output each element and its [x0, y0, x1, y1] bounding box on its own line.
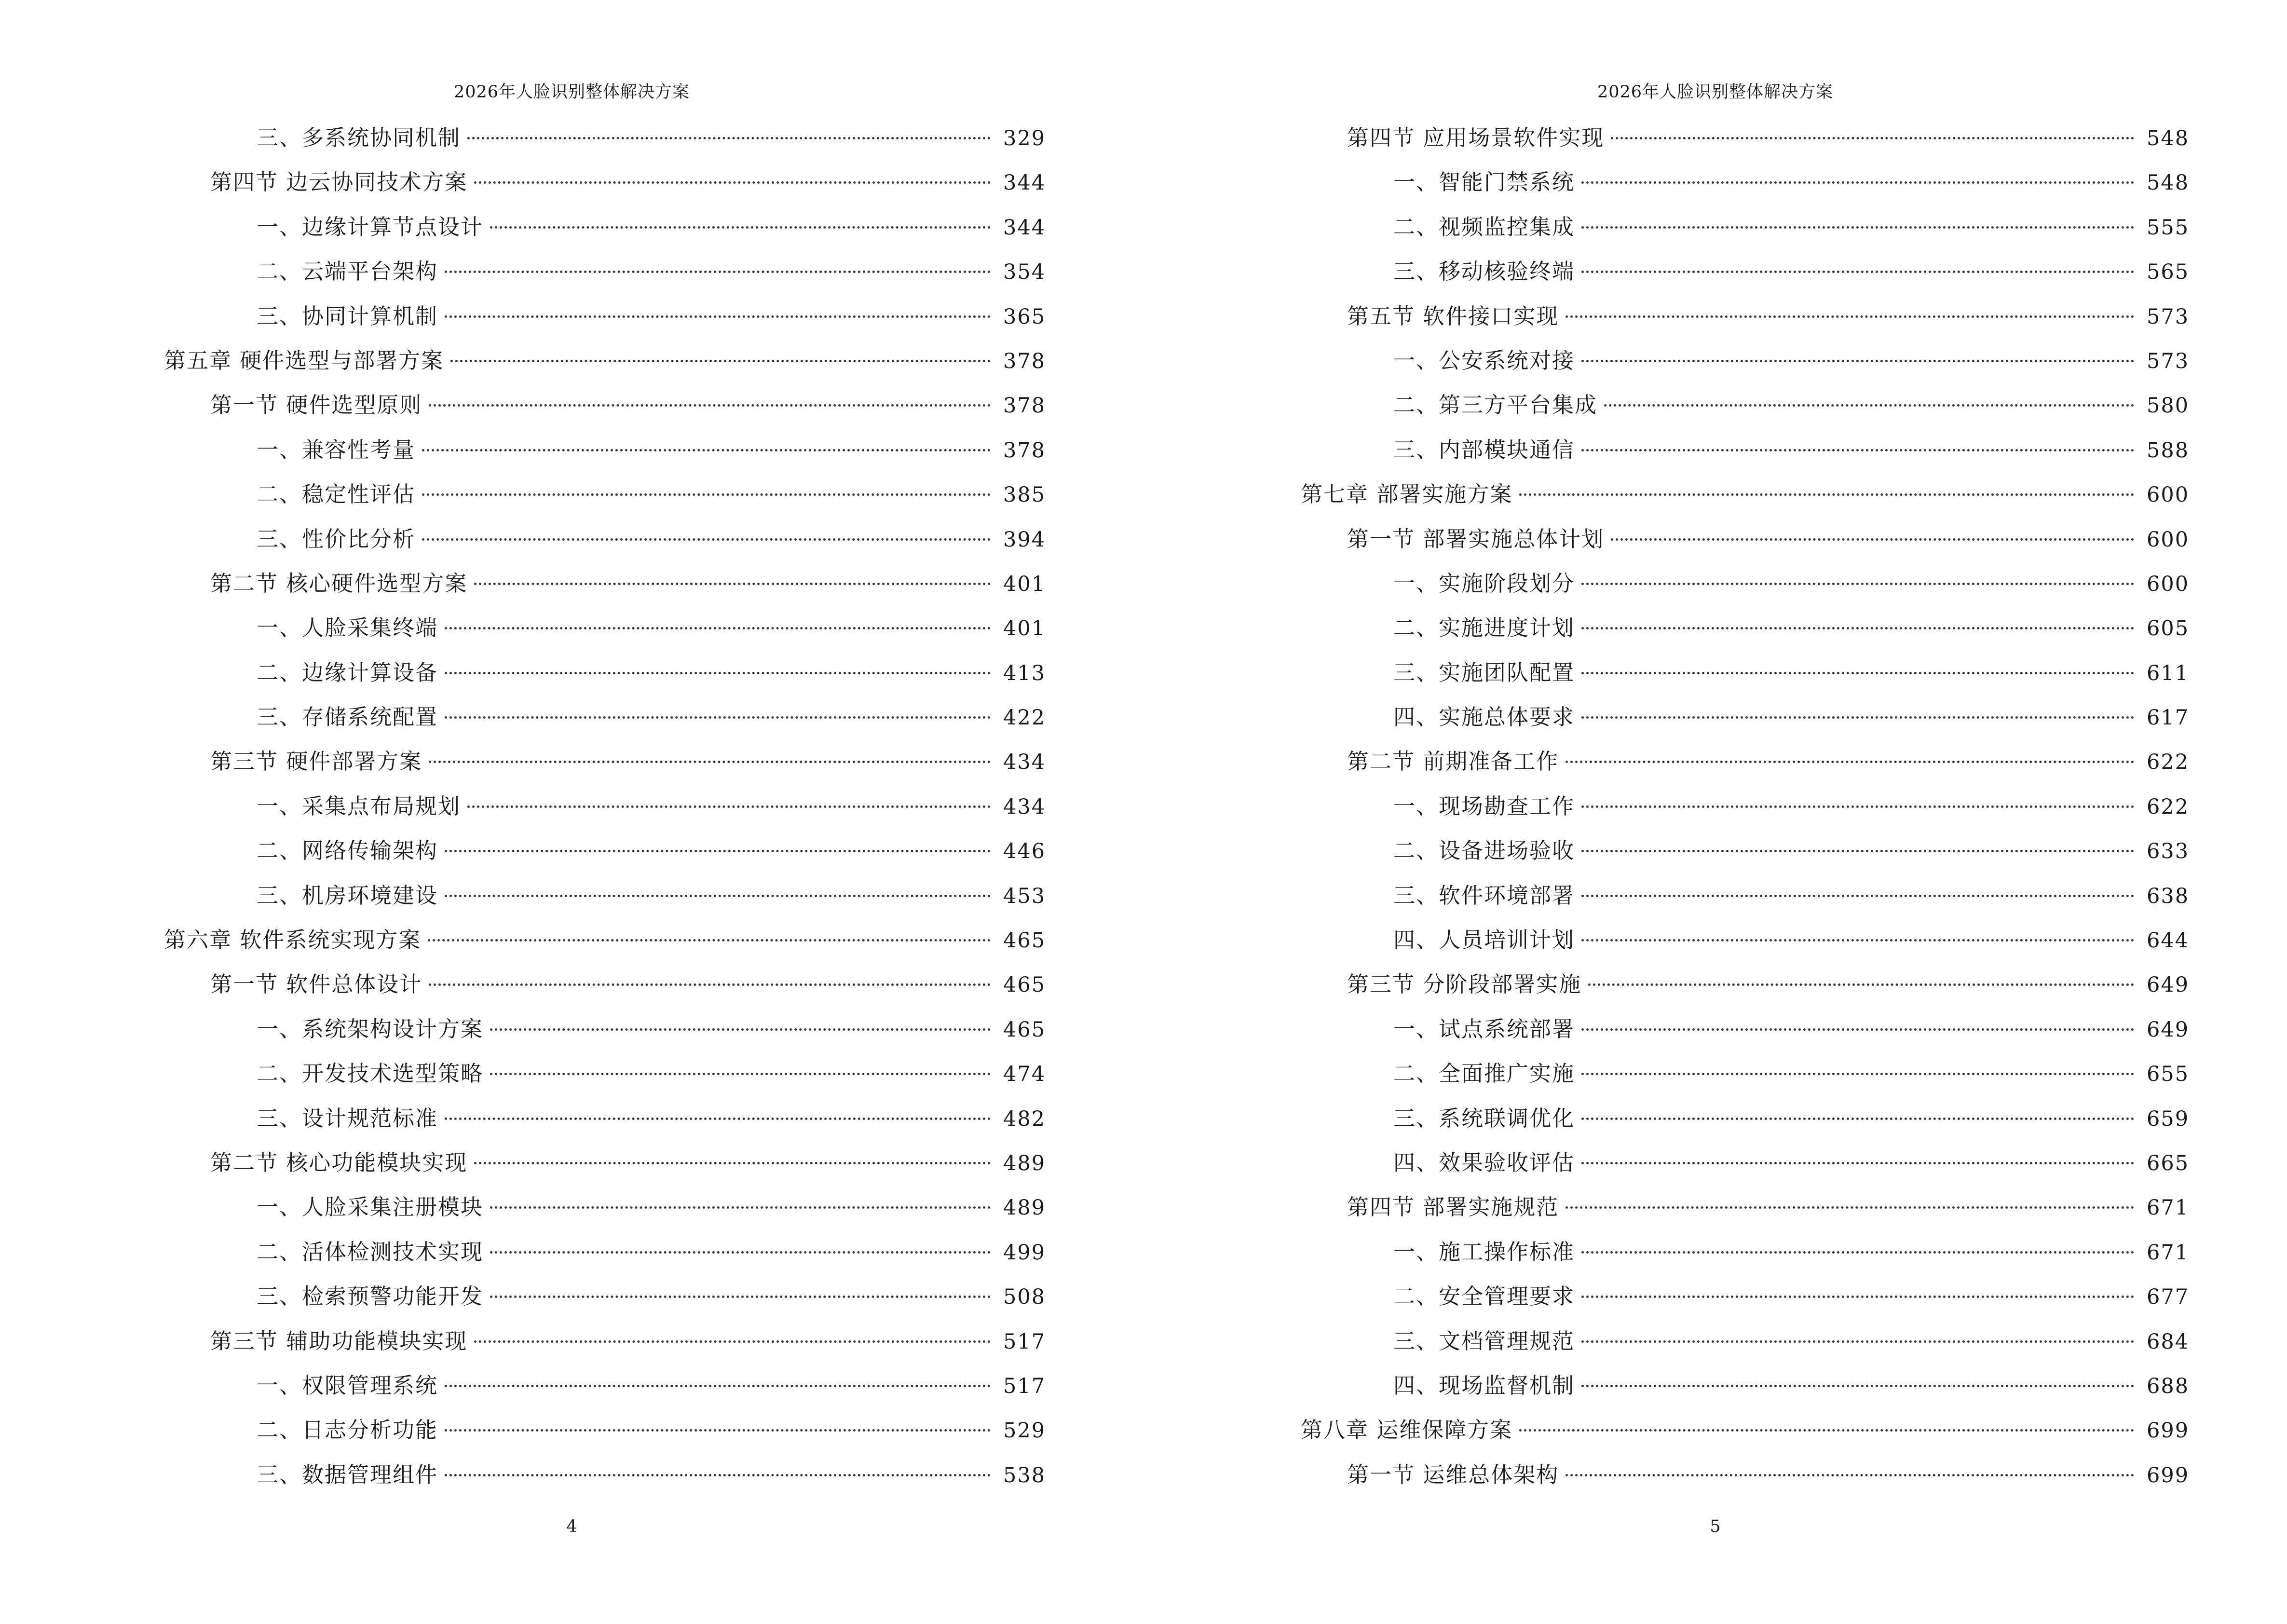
running-header: 2026年人脸识别整体解决方案 — [453, 82, 690, 102]
toc-chapter-entry — [164, 918, 1046, 962]
dot-leader — [422, 493, 991, 496]
dot-leader — [474, 181, 991, 184]
toc-entry-page-number: 688 — [2147, 1374, 2190, 1398]
dot-leader — [1581, 1073, 2134, 1075]
toc-section-entry — [1301, 294, 2190, 339]
toc-entry-title: 二、设备进场验收 — [1393, 838, 1575, 864]
toc-subsection-entry — [164, 249, 1046, 294]
dot-leader — [429, 761, 991, 763]
toc-entry-page-number: 529 — [1003, 1419, 1046, 1443]
dot-leader — [1581, 449, 2134, 451]
toc-entry-title: 第八章 运维保障方案 — [1301, 1417, 1513, 1443]
toc-entry-title: 二、全面推广实施 — [1393, 1061, 1575, 1087]
toc-entry-page-number: 699 — [2147, 1463, 2190, 1488]
toc-subsection-entry — [164, 1364, 1046, 1408]
dot-leader — [445, 1385, 991, 1387]
toc-subsection-entry — [1301, 695, 2190, 739]
toc-entry-page-number: 548 — [2147, 171, 2190, 195]
toc-entry-title: 一、兼容性考量 — [257, 437, 416, 463]
dot-leader — [467, 137, 991, 139]
dot-leader — [1566, 1474, 2134, 1476]
toc-subsection-entry — [1301, 606, 2190, 650]
dot-leader — [1581, 850, 2134, 852]
toc-subsection-entry — [1301, 1141, 2190, 1185]
toc-entry-page-number: 517 — [1003, 1374, 1046, 1398]
dot-leader — [474, 1340, 991, 1343]
toc-entry-title: 一、人脸采集注册模块 — [257, 1194, 484, 1220]
toc-list — [164, 116, 1046, 1497]
toc-section-entry — [1301, 739, 2190, 784]
toc-entry-page-number: 622 — [2147, 750, 2190, 775]
toc-entry-title: 三、数据管理组件 — [257, 1461, 438, 1488]
dot-leader — [1581, 627, 2134, 629]
toc-entry-page-number: 600 — [2147, 527, 2190, 552]
toc-entry-page-number: 538 — [1003, 1463, 1046, 1488]
toc-subsection-entry — [1301, 784, 2190, 829]
toc-entry-title: 一、公安系统对接 — [1393, 347, 1575, 373]
dot-leader — [1581, 716, 2134, 719]
toc-entry-title: 第四节 部署实施规范 — [1347, 1194, 1559, 1220]
dot-leader — [1566, 761, 2134, 763]
toc-subsection-entry — [164, 116, 1046, 160]
toc-entry-title: 第一节 硬件选型原则 — [210, 392, 422, 418]
toc-entry-page-number: 378 — [1003, 438, 1046, 463]
dot-leader — [445, 895, 991, 897]
dot-leader — [1581, 1028, 2134, 1031]
toc-entry-page-number: 394 — [1003, 527, 1046, 552]
toc-chapter-entry — [1301, 1408, 2190, 1452]
toc-entry-title: 三、存储系统配置 — [257, 704, 438, 730]
toc-entry-title: 三、检索预警功能开发 — [257, 1283, 484, 1310]
toc-entry-page-number: 555 — [2147, 215, 2190, 240]
toc-subsection-entry — [164, 695, 1046, 739]
toc-subsection-entry — [164, 472, 1046, 517]
toc-section-entry — [164, 962, 1046, 1007]
toc-chapter-entry — [1301, 472, 2190, 517]
dot-leader — [445, 1474, 991, 1476]
dot-leader — [1581, 805, 2134, 808]
toc-entry-page-number: 600 — [2147, 572, 2190, 596]
toc-entry-title: 二、云端平台架构 — [257, 259, 438, 285]
toc-subsection-entry — [164, 1007, 1046, 1051]
toc-section-entry — [1301, 1453, 2190, 1497]
toc-entry-page-number: 649 — [2147, 1017, 2190, 1042]
toc-subsection-entry — [164, 1274, 1046, 1319]
toc-subsection-entry — [1301, 1007, 2190, 1051]
dot-leader — [1581, 181, 2134, 184]
toc-entry-title: 第五节 软件接口实现 — [1347, 303, 1559, 329]
toc-entry-title: 第七章 部署实施方案 — [1301, 481, 1513, 507]
toc-section-entry — [1301, 1185, 2190, 1229]
toc-entry-title: 二、第三方平台集成 — [1393, 392, 1598, 418]
dot-leader — [490, 1296, 991, 1298]
toc-entry-page-number: 434 — [1003, 794, 1046, 819]
toc-entry-page-number: 385 — [1003, 483, 1046, 507]
toc-entry-page-number: 354 — [1003, 260, 1046, 285]
dot-leader — [1581, 1296, 2134, 1298]
toc-subsection-entry — [1301, 339, 2190, 383]
toc-entry-page-number: 413 — [1003, 661, 1046, 685]
toc-subsection-entry — [164, 1453, 1046, 1497]
toc-subsection-entry — [1301, 1096, 2190, 1141]
toc-entry-page-number: 344 — [1003, 215, 1046, 240]
toc-entry-title: 二、实施进度计划 — [1393, 615, 1575, 641]
toc-entry-page-number: 649 — [2147, 973, 2190, 997]
dot-leader — [445, 1429, 991, 1432]
dot-leader — [490, 1073, 991, 1075]
toc-subsection-entry — [1301, 1364, 2190, 1408]
toc-entry-title: 一、实施阶段划分 — [1393, 570, 1575, 596]
dot-leader — [422, 449, 991, 451]
toc-entry-title: 二、开发技术选型策略 — [257, 1061, 484, 1087]
toc-subsection-entry — [1301, 873, 2190, 918]
dot-leader — [467, 805, 991, 808]
toc-section-entry — [164, 1141, 1046, 1185]
toc-subsection-entry — [1301, 1274, 2190, 1319]
toc-entry-title: 一、现场勘查工作 — [1393, 793, 1575, 819]
toc-subsection-entry — [1301, 249, 2190, 294]
toc-entry-title: 一、采集点布局规划 — [257, 793, 461, 819]
dot-leader — [1519, 493, 2134, 496]
toc-entry-page-number: 655 — [2147, 1062, 2190, 1087]
toc-entry-page-number: 699 — [2147, 1419, 2190, 1443]
toc-entry-title: 四、现场监督机制 — [1393, 1372, 1575, 1398]
dot-leader — [1581, 1162, 2134, 1164]
dot-leader — [1581, 895, 2134, 897]
toc-section-entry — [164, 1319, 1046, 1364]
dot-leader — [1581, 583, 2134, 585]
toc-subsection-entry — [1301, 1230, 2190, 1274]
toc-entry-page-number: 573 — [2147, 304, 2190, 329]
toc-entry-page-number: 446 — [1003, 839, 1046, 864]
toc-entry-page-number: 508 — [1003, 1285, 1046, 1310]
toc-section-entry — [164, 160, 1046, 205]
toc-entry-title: 二、网络传输架构 — [257, 838, 438, 864]
dot-leader — [429, 983, 991, 986]
dot-leader — [1581, 226, 2134, 229]
dot-leader — [445, 315, 991, 318]
running-header: 2026年人脸识别整体解决方案 — [1597, 82, 1834, 102]
toc-entry-title: 第三节 硬件部署方案 — [210, 749, 422, 775]
toc-entry-title: 一、试点系统部署 — [1393, 1016, 1575, 1042]
toc-entry-page-number: 638 — [2147, 884, 2190, 908]
toc-entry-page-number: 517 — [1003, 1329, 1046, 1354]
toc-section-entry — [164, 739, 1046, 784]
dot-leader — [429, 404, 991, 407]
toc-entry-page-number: 453 — [1003, 884, 1046, 908]
dot-leader — [474, 1162, 991, 1164]
dot-leader — [490, 226, 991, 229]
toc-page-right — [1144, 0, 2287, 1624]
toc-entry-title: 二、活体检测技术实现 — [257, 1239, 484, 1265]
toc-entry-page-number: 474 — [1003, 1062, 1046, 1087]
toc-entry-page-number: 622 — [2147, 794, 2190, 819]
toc-entry-title: 四、效果验收评估 — [1393, 1149, 1575, 1175]
toc-subsection-entry — [164, 1051, 1046, 1096]
toc-section-entry — [164, 383, 1046, 427]
toc-subsection-entry — [164, 1408, 1046, 1452]
toc-entry-page-number: 401 — [1003, 616, 1046, 641]
toc-subsection-entry — [164, 606, 1046, 650]
dot-leader — [445, 1118, 991, 1120]
dot-leader — [445, 850, 991, 852]
toc-entry-title: 二、安全管理要求 — [1393, 1283, 1575, 1310]
toc-entry-title: 第一节 部署实施总体计划 — [1347, 526, 1605, 552]
dot-leader — [1611, 538, 2134, 541]
toc-entry-page-number: 489 — [1003, 1151, 1046, 1175]
toc-subsection-entry — [164, 873, 1046, 918]
dot-leader — [1611, 137, 2134, 139]
toc-entry-title: 二、视频监控集成 — [1393, 214, 1575, 240]
toc-entry-title: 一、权限管理系统 — [257, 1372, 438, 1398]
toc-entry-title: 一、施工操作标准 — [1393, 1239, 1575, 1265]
toc-subsection-entry — [1301, 829, 2190, 873]
toc-subsection-entry — [164, 651, 1046, 695]
dot-leader — [1581, 1251, 2134, 1254]
toc-entry-page-number: 617 — [2147, 706, 2190, 730]
toc-entry-page-number: 401 — [1003, 572, 1046, 596]
dot-leader — [445, 716, 991, 719]
toc-entry-page-number: 580 — [2147, 394, 2190, 418]
toc-entry-title: 第一节 运维总体架构 — [1347, 1461, 1559, 1488]
dot-leader — [1581, 939, 2134, 942]
toc-subsection-entry — [164, 829, 1046, 873]
dot-leader — [445, 672, 991, 674]
toc-entry-page-number: 482 — [1003, 1106, 1046, 1131]
toc-entry-title: 第二节 前期准备工作 — [1347, 749, 1559, 775]
toc-entry-title: 第二节 核心硬件选型方案 — [210, 570, 468, 596]
toc-entry-page-number: 378 — [1003, 394, 1046, 418]
toc-entry-title: 三、设计规范标准 — [257, 1105, 438, 1131]
toc-entry-title: 第六章 软件系统实现方案 — [164, 927, 422, 953]
dot-leader — [1566, 1206, 2134, 1209]
toc-entry-title: 一、系统架构设计方案 — [257, 1016, 484, 1042]
toc-entry-page-number: 633 — [2147, 839, 2190, 864]
toc-entry-title: 四、实施总体要求 — [1393, 704, 1575, 730]
toc-subsection-entry — [164, 1185, 1046, 1229]
toc-entry-title: 三、内部模块通信 — [1393, 437, 1575, 463]
toc-entry-page-number: 565 — [2147, 260, 2190, 285]
toc-entry-title: 一、智能门禁系统 — [1393, 169, 1575, 195]
toc-subsection-entry — [1301, 918, 2190, 962]
toc-subsection-entry — [1301, 651, 2190, 695]
toc-entry-page-number: 684 — [2147, 1329, 2190, 1354]
toc-entry-title: 三、性价比分析 — [257, 526, 416, 552]
dot-leader — [445, 271, 991, 273]
toc-entry-title: 第四节 边云协同技术方案 — [210, 169, 468, 195]
dot-leader — [1566, 315, 2134, 318]
toc-entry-page-number: 671 — [2147, 1196, 2190, 1220]
toc-subsection-entry — [1301, 160, 2190, 205]
toc-entry-title: 一、边缘计算节点设计 — [257, 214, 484, 240]
dot-leader — [490, 1206, 991, 1209]
toc-entry-page-number: 644 — [2147, 928, 2190, 953]
toc-entry-title: 第一节 软件总体设计 — [210, 971, 422, 997]
toc-entry-page-number: 588 — [2147, 438, 2190, 463]
toc-chapter-entry — [164, 339, 1046, 383]
toc-entry-page-number: 548 — [2147, 126, 2190, 150]
toc-entry-page-number: 465 — [1003, 973, 1046, 997]
toc-entry-title: 三、文档管理规范 — [1393, 1328, 1575, 1354]
toc-entry-page-number: 573 — [2147, 349, 2190, 373]
toc-entry-page-number: 605 — [2147, 616, 2190, 641]
toc-entry-title: 二、日志分析功能 — [257, 1417, 438, 1443]
dot-leader — [445, 627, 991, 629]
toc-entry-page-number: 499 — [1003, 1240, 1046, 1265]
toc-section-entry — [1301, 517, 2190, 561]
toc-entry-title: 第五章 硬件选型与部署方案 — [164, 347, 444, 373]
toc-section-entry — [164, 561, 1046, 606]
page-number: 4 — [566, 1517, 577, 1536]
toc-entry-title: 一、人脸采集终端 — [257, 615, 438, 641]
toc-entry-title: 第三节 分阶段部署实施 — [1347, 971, 1582, 997]
toc-entry-title: 二、稳定性评估 — [257, 481, 416, 507]
toc-entry-title: 三、协同计算机制 — [257, 303, 438, 329]
toc-entry-page-number: 378 — [1003, 349, 1046, 373]
toc-entry-page-number: 677 — [2147, 1285, 2190, 1310]
dot-leader — [1581, 1385, 2134, 1387]
toc-subsection-entry — [1301, 428, 2190, 472]
toc-subsection-entry — [164, 1230, 1046, 1274]
toc-entry-title: 四、人员培训计划 — [1393, 927, 1575, 953]
toc-subsection-entry — [164, 294, 1046, 339]
dot-leader — [1588, 983, 2134, 986]
toc-section-entry — [1301, 962, 2190, 1007]
toc-entry-title: 三、多系统协同机制 — [257, 125, 461, 150]
toc-entry-page-number: 611 — [2147, 661, 2190, 685]
toc-entry-title: 第四节 应用场景软件实现 — [1347, 125, 1605, 150]
toc-entry-page-number: 671 — [2147, 1240, 2190, 1265]
toc-entry-page-number: 465 — [1003, 928, 1046, 953]
toc-entry-title: 三、软件环境部署 — [1393, 882, 1575, 908]
toc-entry-title: 三、机房环境建设 — [257, 882, 438, 908]
dot-leader — [450, 360, 991, 362]
toc-entry-page-number: 344 — [1003, 171, 1046, 195]
dot-leader — [1581, 672, 2134, 674]
dot-leader — [1581, 271, 2134, 273]
toc-section-entry — [1301, 116, 2190, 160]
toc-list — [1301, 116, 2190, 1497]
toc-entry-page-number: 465 — [1003, 1017, 1046, 1042]
dot-leader — [1581, 1340, 2134, 1343]
toc-entry-title: 二、边缘计算设备 — [257, 659, 438, 685]
toc-entry-title: 三、实施团队配置 — [1393, 659, 1575, 685]
toc-entry-page-number: 665 — [2147, 1151, 2190, 1175]
toc-entry-page-number: 489 — [1003, 1196, 1046, 1220]
dot-leader — [422, 538, 991, 541]
toc-entry-page-number: 434 — [1003, 750, 1046, 775]
toc-subsection-entry — [164, 517, 1046, 561]
toc-subsection-entry — [164, 428, 1046, 472]
toc-entry-title: 三、移动核验终端 — [1393, 259, 1575, 285]
toc-entry-page-number: 600 — [2147, 483, 2190, 507]
toc-entry-title: 第二节 核心功能模块实现 — [210, 1149, 468, 1175]
toc-entry-page-number: 329 — [1003, 126, 1046, 150]
dot-leader — [1581, 1118, 2134, 1120]
toc-subsection-entry — [164, 1096, 1046, 1141]
dot-leader — [1519, 1429, 2134, 1432]
toc-subsection-entry — [164, 784, 1046, 829]
toc-subsection-entry — [1301, 1319, 2190, 1364]
toc-subsection-entry — [164, 205, 1046, 249]
toc-entry-page-number: 365 — [1003, 304, 1046, 329]
dot-leader — [428, 939, 991, 942]
page-number: 5 — [1710, 1517, 1721, 1536]
toc-entry-title: 第三节 辅助功能模块实现 — [210, 1328, 468, 1354]
dot-leader — [474, 583, 991, 585]
dot-leader — [1604, 404, 2134, 407]
dot-leader — [490, 1028, 991, 1031]
toc-entry-title: 三、系统联调优化 — [1393, 1105, 1575, 1131]
dot-leader — [1581, 360, 2134, 362]
toc-subsection-entry — [1301, 205, 2190, 249]
toc-entry-page-number: 659 — [2147, 1106, 2190, 1131]
toc-subsection-entry — [1301, 383, 2190, 427]
toc-subsection-entry — [1301, 561, 2190, 606]
dot-leader — [490, 1251, 991, 1254]
toc-subsection-entry — [1301, 1051, 2190, 1096]
toc-entry-page-number: 422 — [1003, 706, 1046, 730]
